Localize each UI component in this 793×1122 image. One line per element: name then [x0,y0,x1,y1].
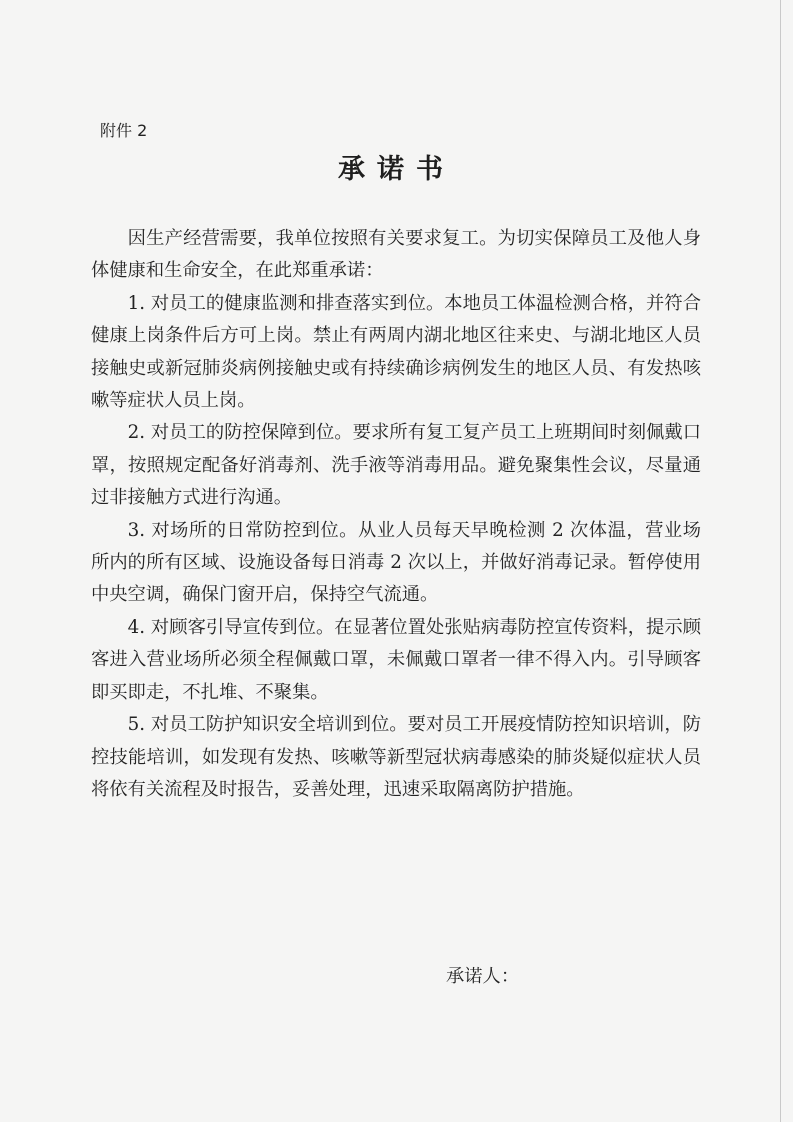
paragraph-item-4: 4. 对顾客引导宣传到位。在显著位置处张贴病毒防控宣传资料，提示顾客进入营业场所必须全程佩戴口罩，未佩戴口罩者一律不得入内。引导顾客即买即走，不扎堆、不聚集。 [91,616,701,703]
attachment-label: 附件 2 [100,121,148,140]
paragraph-intro: 因生产经营需要，我单位按照有关要求复工。为切实保障员工及他人身体健康和生命安全，在此郑重承诺： [91,228,701,282]
document-title: 承诺书 [338,154,455,185]
paragraph-item-5: 5. 对员工防护知识安全培训到位。要对员工开展疫情防控知识培训，防控技能培训，如发现有发热、咳嗽等新型冠状病毒感染的肺炎疑似症状人员将依有关流程及时报告，妥善处理，迅速采取隔离防护措施。 [91,714,701,800]
paragraph-item-1: 1. 对员工的健康监测和排查落实到位。本地员工体温检测合格，并符合健康上岗条件后方可上岗。禁止有两周内湖北地区往来史、与湖北地区人员接触史或新冠肺炎病例接触史或有持续确诊病例发生的地区人员、有发热咳嗽等症状人员上岗。 [91,292,701,412]
document-body [91,223,701,806]
paragraph-item-2: 2. 对员工的防控保障到位。要求所有复工复产员工上班期间时刻佩戴口罩，按照规定配备好消毒剂、洗手液等消毒用品。避免聚集性会议，尽量通过非接触方式进行沟通。 [91,422,701,509]
signer-label: 承诺人： [446,966,520,987]
paragraph-item-3: 3. 对场所的日常防控到位。从业人员每天早晚检测 2 次体温，营业场所内的所有区域、设施设备每日消毒 2 次以上，并做好消毒记录。暂停使用中央空调，确保门窗开启，保持空气流通。 [91,519,701,606]
